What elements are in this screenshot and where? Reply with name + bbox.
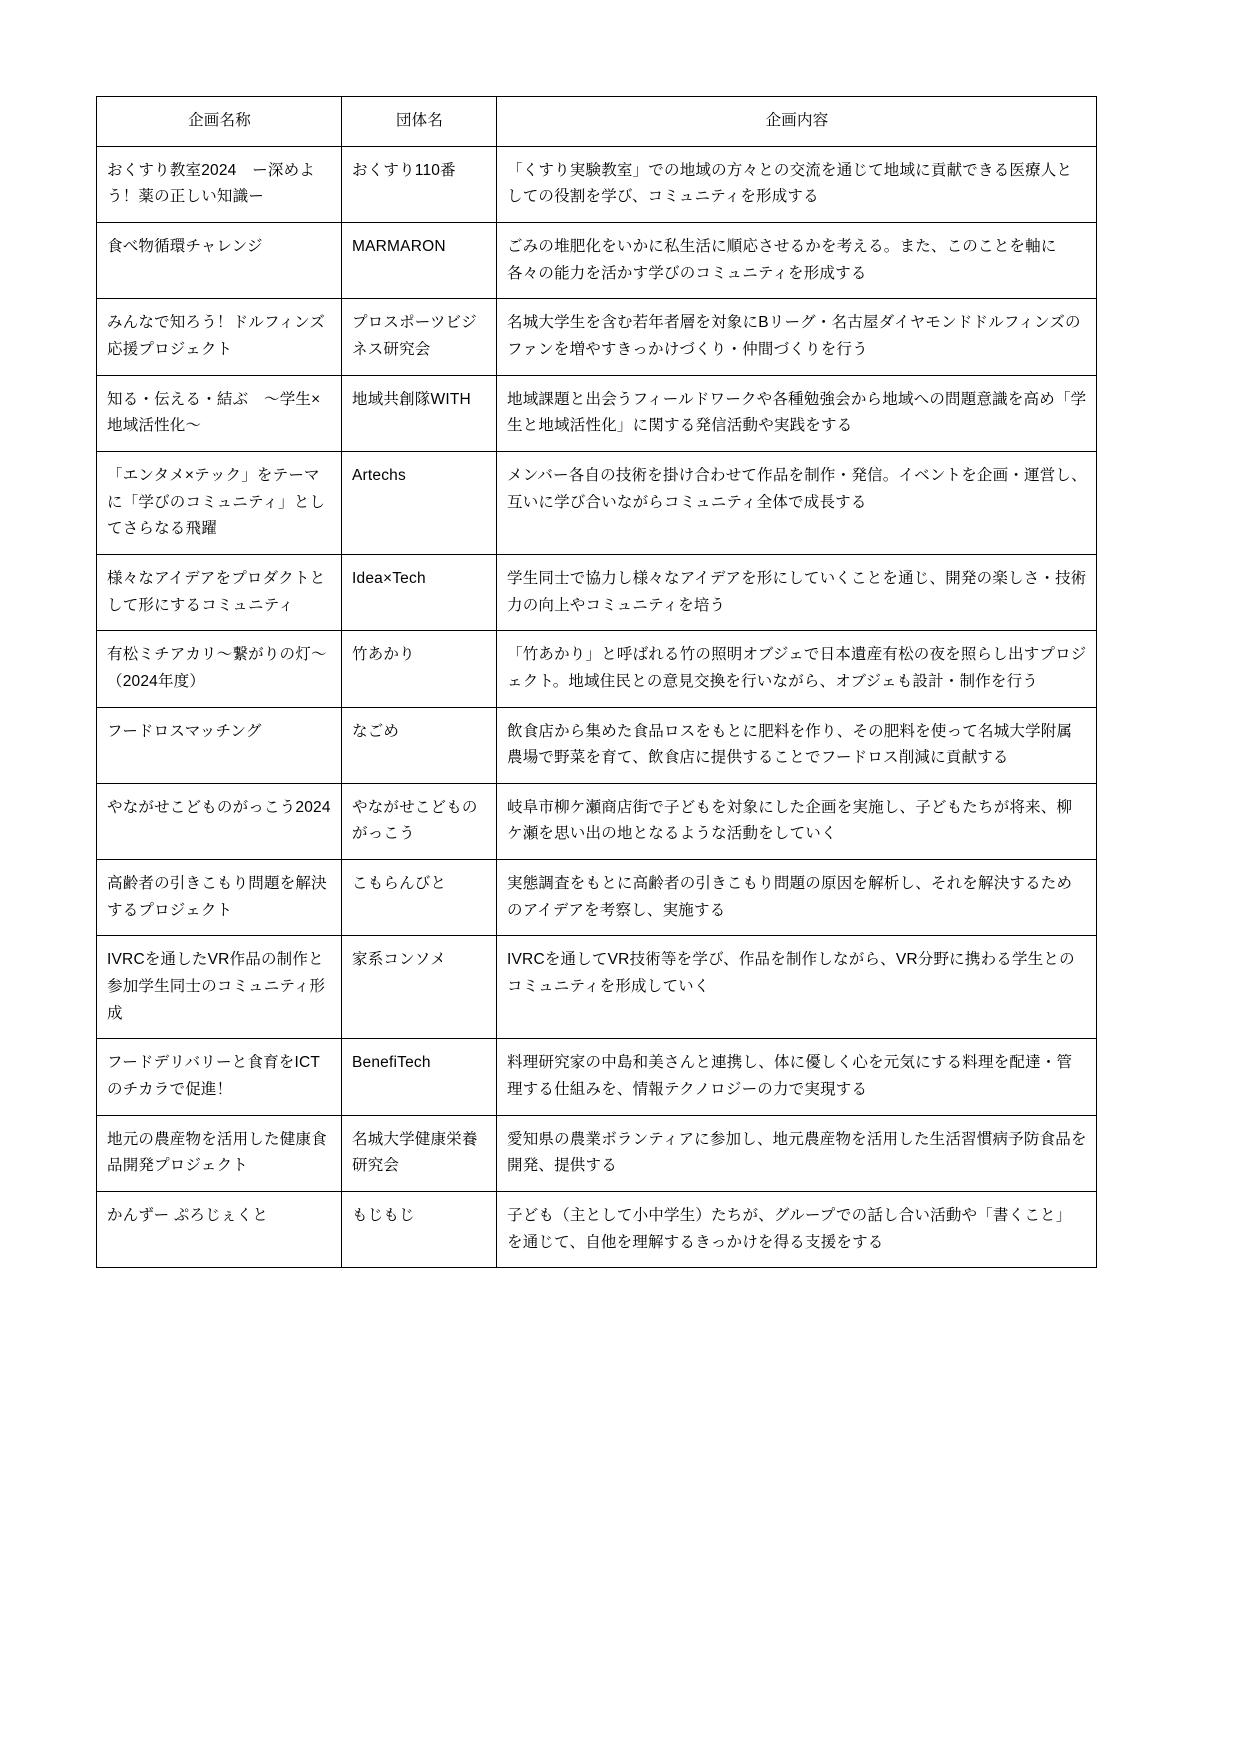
cell-project-description: 愛知県の農業ボランティアに参加し、地元農産物を活用した生活習慣病予防食品を開発、提供する — [497, 1115, 1097, 1191]
cell-project-name: 地元の農産物を活用した健康食品開発プロジェクト — [97, 1115, 342, 1191]
cell-organization: やながせこどものがっこう — [342, 783, 497, 859]
cell-organization: 地域共創隊WITH — [342, 375, 497, 451]
column-header-project-name: 企画名称 — [97, 97, 342, 147]
table-row — [97, 936, 1097, 1039]
table-row — [97, 222, 1097, 298]
table-header-row — [97, 97, 1097, 147]
cell-project-description: 学生同士で協力し様々なアイデアを形にしていくことを通じ、開発の楽しさ・技術力の向上やコミュニティを培う — [497, 554, 1097, 630]
table-row — [97, 1115, 1097, 1191]
table-row — [97, 783, 1097, 859]
cell-organization: こもらんびと — [342, 860, 497, 936]
table-row — [97, 299, 1097, 375]
cell-organization: BenefiTech — [342, 1039, 497, 1115]
table-row — [97, 146, 1097, 222]
cell-project-description: IVRCを通してVR技術等を学び、作品を制作しながら、VR分野に携わる学生とのコミュニティを形成していく — [497, 936, 1097, 1039]
table-row — [97, 860, 1097, 936]
table-row — [97, 451, 1097, 554]
cell-project-description: メンバー各自の技術を掛け合わせて作品を制作・発信。イベントを企画・運営し、互いに学び合いながらコミュニティ全体で成長する — [497, 451, 1097, 554]
cell-project-name: 「エンタメ×テック」をテーマに「学びのコミュニティ」としてさらなる飛躍 — [97, 451, 342, 554]
cell-project-name: 高齢者の引きこもり問題を解決するプロジェクト — [97, 860, 342, 936]
cell-project-name: 知る・伝える・結ぶ 〜学生×地域活性化〜 — [97, 375, 342, 451]
cell-project-name: やながせこどものがっこう2024 — [97, 783, 342, 859]
table-body — [97, 146, 1097, 1268]
cell-project-description: 名城大学生を含む若年者層を対象にBリーグ・名古屋ダイヤモンドドルフィンズのファンを増やすきっかけづくり・仲間づくりを行う — [497, 299, 1097, 375]
table-row — [97, 554, 1097, 630]
cell-project-description: 「竹あかり」と呼ばれる竹の照明オブジェで日本遺産有松の夜を照らし出すプロジェクト。地域住民との意見交換を行いながら、オブジェも設計・制作を行う — [497, 631, 1097, 707]
cell-project-description: 子ども（主として小中学生）たちが、グループでの話し合い活動や「書くこと」を通じて、自他を理解するきっかけを得る支援をする — [497, 1192, 1097, 1268]
cell-project-description: 岐阜市柳ケ瀬商店街で子どもを対象にした企画を実施し、子どもたちが将来、柳ケ瀬を思い出の地となるような活動をしていく — [497, 783, 1097, 859]
table-row — [97, 707, 1097, 783]
cell-organization: Idea×Tech — [342, 554, 497, 630]
table-header — [97, 97, 1097, 147]
cell-project-name: おくすり教室2024 ー深めよう！薬の正しい知識ー — [97, 146, 342, 222]
table-row — [97, 375, 1097, 451]
cell-project-name: フードデリバリーと食育をICTのチカラで促進！ — [97, 1039, 342, 1115]
cell-organization: もじもじ — [342, 1192, 497, 1268]
cell-project-description: 地域課題と出会うフィールドワークや各種勉強会から地域への問題意識を高め「学生と地域活性化」に関する発信活動や実践をする — [497, 375, 1097, 451]
cell-project-description: ごみの堆肥化をいかに私生活に順応させるかを考える。また、このことを軸に各々の能力を活かす学びのコミュニティを形成する — [497, 222, 1097, 298]
cell-organization: おくすり110番 — [342, 146, 497, 222]
cell-project-description: 実態調査をもとに高齢者の引きこもり問題の原因を解析し、それを解決するためのアイデアを考察し、実施する — [497, 860, 1097, 936]
cell-project-name: IVRCを通したVR作品の制作と参加学生同士のコミュニティ形成 — [97, 936, 342, 1039]
cell-project-name: みんなで知ろう！ドルフィンズ応援プロジェクト — [97, 299, 342, 375]
cell-organization: MARMARON — [342, 222, 497, 298]
table-row — [97, 1192, 1097, 1268]
cell-project-name: かんずー ぷろじぇくと — [97, 1192, 342, 1268]
column-header-organization: 団体名 — [342, 97, 497, 147]
projects-table — [96, 96, 1097, 1268]
table-row — [97, 1039, 1097, 1115]
cell-organization: プロスポーツビジネス研究会 — [342, 299, 497, 375]
cell-project-description: 飲食店から集めた食品ロスをもとに肥料を作り、その肥料を使って名城大学附属農場で野菜を育て、飲食店に提供することでフードロス削減に貢献する — [497, 707, 1097, 783]
cell-project-name: 様々なアイデアをプロダクトとして形にするコミュニティ — [97, 554, 342, 630]
column-header-project-description: 企画内容 — [497, 97, 1097, 147]
cell-organization: なごめ — [342, 707, 497, 783]
cell-project-name: フードロスマッチング — [97, 707, 342, 783]
table-row — [97, 631, 1097, 707]
cell-project-description: 料理研究家の中島和美さんと連携し、体に優しく心を元気にする料理を配達・管理する仕組みを、情報テクノロジーの力で実現する — [497, 1039, 1097, 1115]
cell-project-description: 「くすり実験教室」での地域の方々との交流を通じて地域に貢献できる医療人としての役割を学び、コミュニティを形成する — [497, 146, 1097, 222]
cell-organization: Artechs — [342, 451, 497, 554]
cell-organization: 名城大学健康栄養研究会 — [342, 1115, 497, 1191]
cell-project-name: 有松ミチアカリ〜繋がりの灯〜（2024年度） — [97, 631, 342, 707]
cell-project-name: 食べ物循環チャレンジ — [97, 222, 342, 298]
cell-organization: 竹あかり — [342, 631, 497, 707]
cell-organization: 家系コンソメ — [342, 936, 497, 1039]
